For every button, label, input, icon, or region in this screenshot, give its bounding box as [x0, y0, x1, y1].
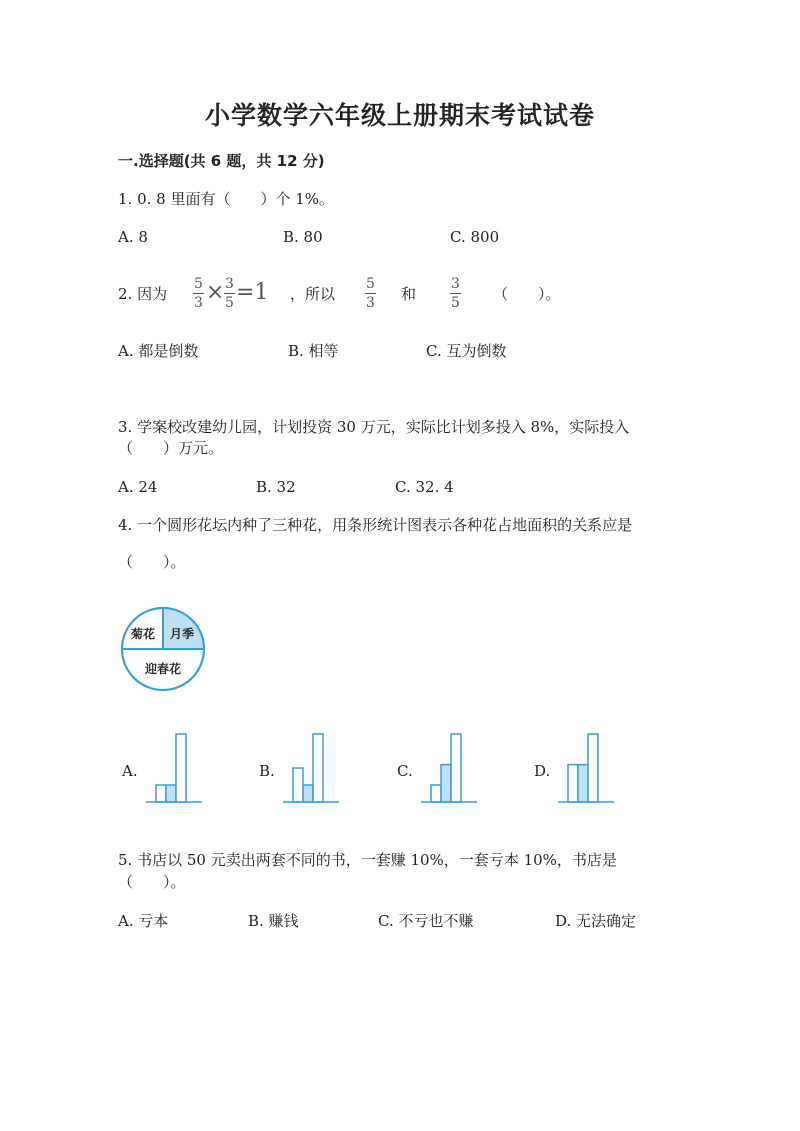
question-4-line-2: （ ）。: [118, 553, 186, 571]
bar-chart-option-d[interactable]: [558, 730, 614, 806]
pie-label-juhua: 菊花: [130, 627, 156, 641]
question-4-option-a-label[interactable]: A.: [122, 762, 138, 780]
bar-a-3: [176, 734, 186, 802]
flower-pie-diagram: [118, 604, 208, 694]
bar-a-1: [156, 785, 166, 802]
question-2-blank: （ ）。: [493, 285, 561, 303]
question-5-option-d[interactable]: D. 无法确定: [555, 912, 637, 930]
question-3-line-2: （ ）万元。: [118, 439, 224, 457]
question-3-option-c[interactable]: C. 32. 4: [395, 478, 454, 496]
formula-fraction-b: 3 5: [225, 276, 234, 311]
question-2-middle: ，所以: [290, 285, 336, 303]
question-2-option-c[interactable]: C. 互为倒数: [426, 342, 507, 360]
question-2-option-a[interactable]: A. 都是倒数: [118, 342, 199, 360]
bar-c-1: [431, 785, 441, 802]
question-1-option-a[interactable]: A. 8: [118, 228, 148, 246]
question-1-option-b[interactable]: B. 80: [283, 228, 323, 246]
question-4-option-b-label[interactable]: B.: [259, 762, 275, 780]
question-5-line-1: 5. 书店以 50 元卖出两套不同的书，一套赚 10%，一套亏本 10%，书店是: [118, 851, 617, 869]
bar-chart-option-c[interactable]: [421, 730, 477, 806]
bar-b-1: [293, 768, 303, 802]
question-3-option-b[interactable]: B. 32: [256, 478, 296, 496]
bar-d-2: [578, 765, 588, 802]
question-2-fraction-1: 5 3: [366, 276, 375, 311]
bar-c-2: [441, 765, 451, 802]
question-2-fraction-2: 3 5: [451, 276, 460, 311]
question-2-option-b[interactable]: B. 相等: [288, 342, 339, 360]
pie-label-yingchunhua: 迎春花: [144, 662, 182, 676]
formula-equals-one: =1: [236, 280, 269, 305]
bar-d-1: [568, 765, 578, 802]
page-title: 小学数学六年级上册期末考试试卷: [204, 101, 595, 130]
section-heading: 一.选择题(共 6 题，共 12 分): [118, 152, 325, 170]
question-4-option-c-label[interactable]: C.: [397, 762, 413, 780]
question-4-line-1: 4. 一个圆形花坛内种了三种花，用条形统计图表示各种花占地面积的关系应是: [118, 516, 633, 534]
bar-chart-option-b[interactable]: [283, 730, 339, 806]
question-5-option-a[interactable]: A. 亏本: [118, 912, 169, 930]
bar-a-2: [166, 785, 176, 802]
bar-b-3: [313, 734, 323, 802]
question-3-option-a[interactable]: A. 24: [118, 478, 158, 496]
formula-times: ×: [206, 280, 225, 305]
pie-label-yueji: 月季: [169, 627, 195, 641]
question-5-line-2: （ ）。: [118, 873, 186, 891]
question-1-option-c[interactable]: C. 800: [450, 228, 500, 246]
bar-c-3: [451, 734, 461, 802]
question-5-option-b[interactable]: B. 赚钱: [248, 912, 299, 930]
question-4-option-d-label[interactable]: D.: [534, 762, 551, 780]
question-2-and: 和: [401, 285, 417, 303]
question-2-prefix: 2. 因为: [118, 285, 168, 303]
question-3-line-1: 3. 学案校改建幼儿园，计划投资 30 万元，实际比计划多投入 8%，实际投入: [118, 418, 630, 436]
bar-chart-option-a[interactable]: [146, 730, 202, 806]
bar-b-2: [303, 785, 313, 802]
question-5-option-c[interactable]: C. 不亏也不赚: [378, 912, 474, 930]
bar-d-3: [588, 734, 598, 802]
question-1-stem: 1. 0. 8 里面有（ ）个 1%。: [118, 190, 335, 208]
formula-fraction-a: 5 3: [194, 276, 203, 311]
